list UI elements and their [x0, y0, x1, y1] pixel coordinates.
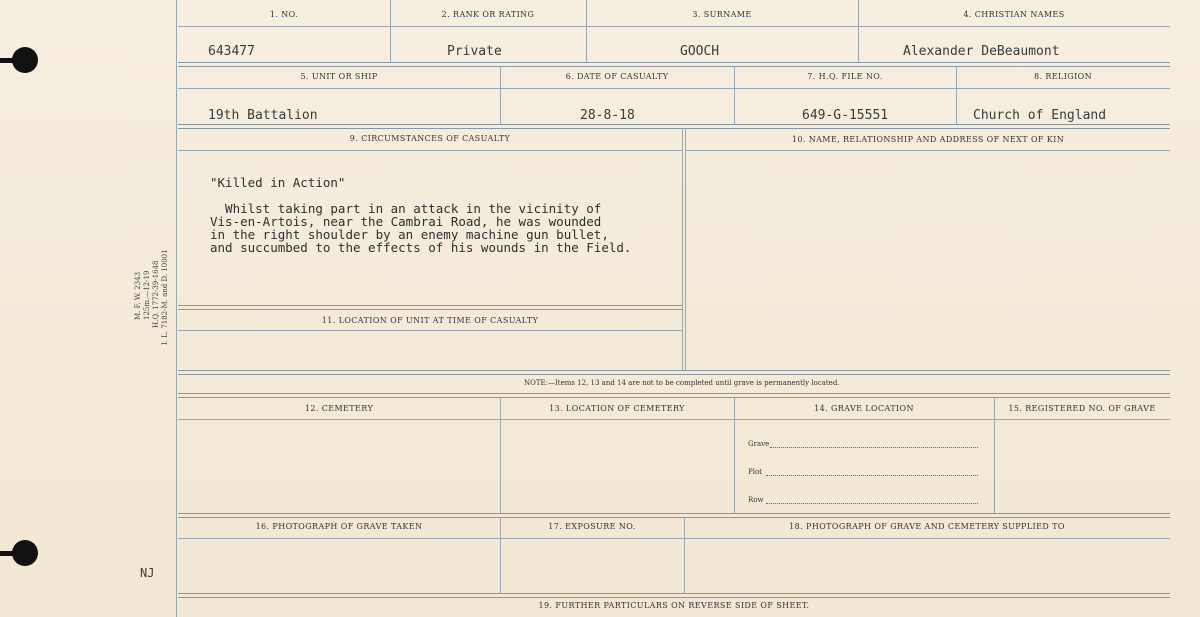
side-print-2: 125m.—12-19 — [143, 270, 151, 320]
row3-label-line-l — [178, 150, 682, 151]
photo-taken-label: 16. PHOTOGRAPH OF GRAVE TAKEN — [255, 522, 423, 531]
row5-label-line — [178, 538, 1170, 539]
row1-bottom — [178, 62, 1170, 67]
date-label: 6. DATE OF CASUALTY — [565, 72, 669, 81]
cemetery-label: 12. CEMETERY — [304, 404, 374, 413]
punch-hole-bottom-line — [0, 551, 20, 556]
plot-field-label: Plot — [748, 468, 762, 476]
row4-bottom — [178, 513, 1170, 518]
circumstances-heading: "Killed in Action" — [210, 175, 346, 190]
circumstances-line-1: Whilst taking part in an attack in the vicinity of — [210, 201, 602, 216]
file-label: 7. H.Q. FILE NO. — [807, 72, 883, 81]
row3-bottom — [178, 370, 1170, 375]
rank-label: 2. RANK OR RATING — [441, 10, 535, 19]
location-unit-top — [178, 305, 682, 310]
side-print-3: H.Q. 1772-39-1648 — [152, 260, 160, 328]
circumstances-line-4: and succumbed to the effects of his wounds in the Field. — [210, 240, 632, 255]
file-number-value: 649-G-15551 — [802, 108, 889, 123]
row3-div — [682, 128, 683, 370]
no-label: 1. NO. — [269, 10, 299, 19]
location-unit-label: 11. LOCATION OF UNIT AT TIME OF CASUALTY — [321, 316, 539, 325]
location-unit-line — [178, 330, 682, 331]
registered-no-label: 15. REGISTERED NO. OF GRAVE — [1008, 404, 1156, 413]
religion-label: 8. RELIGION — [1033, 72, 1093, 81]
row5-bottom — [178, 593, 1170, 598]
plot-field-dots — [766, 475, 978, 476]
christian-names-label: 4. CHRISTIAN NAMES — [963, 10, 1065, 19]
date-value: 28-8-18 — [580, 108, 635, 123]
surname-label: 3. SURNAME — [692, 10, 752, 19]
unit-value: 19th Battalion — [208, 108, 318, 123]
row-field-dots — [766, 503, 978, 504]
row-field-label: Row — [748, 496, 764, 504]
side-print-1: M. F. W. 2343 — [134, 271, 142, 320]
grave-location-label: 14. GRAVE LOCATION — [814, 404, 914, 413]
row3-div-b — [685, 128, 686, 370]
row4-div3 — [994, 397, 995, 513]
row2-label-line — [178, 88, 1170, 89]
exposure-label: 17. EXPOSURE NO. — [548, 522, 636, 531]
religion-value: Church of England — [973, 108, 1107, 123]
footer-text: 19. FURTHER PARTICULARS ON REVERSE SIDE OF SHEET. — [538, 601, 810, 610]
row1-label-line — [178, 26, 1170, 27]
punch-hole-top-line — [0, 58, 20, 63]
unit-label: 5. UNIT OR SHIP — [300, 72, 378, 81]
side-print-4: I. L. 7182-M. and D. 10001 — [161, 249, 169, 345]
circumstances-line-2: Vis-en-Artois, near the Cambrai Road, he was wounded — [210, 214, 602, 229]
row4-label-line — [178, 419, 1170, 420]
note-bottom — [178, 393, 1170, 398]
note-text: NOTE:—Items 12, 13 and 14 are not to be completed until grave is permanently located. — [524, 379, 840, 387]
next-of-kin-label: 10. NAME, RELATIONSHIP AND ADDRESS OF NEXT OF KIN — [791, 135, 1065, 144]
grave-field-dots — [770, 447, 978, 448]
location-of-cemetery-label: 13. LOCATION OF CEMETERY — [549, 404, 685, 413]
row4-div2 — [734, 397, 735, 513]
row2-bottom — [178, 124, 1170, 129]
photo-supplied-label: 18. PHOTOGRAPH OF GRAVE AND CEMETERY SUPPLIED TO — [789, 522, 1065, 531]
row3-label-line-r — [686, 150, 1170, 151]
circumstances-line-3: in the right shoulder by an enemy machine gun bullet, — [210, 227, 609, 242]
christian-names-value: Alexander DeBeaumont — [903, 44, 1060, 59]
circumstances-label: 9. CIRCUMSTANCES OF CASUALTY — [349, 134, 511, 143]
rank-value: Private — [447, 44, 502, 59]
row4-div1 — [500, 397, 501, 513]
surname-value: GOOCH — [680, 44, 720, 59]
grave-field-label: Grave — [748, 440, 770, 448]
initials: NJ — [140, 566, 155, 580]
service-number: 643477 — [208, 44, 255, 59]
left-margin-line — [176, 0, 177, 617]
